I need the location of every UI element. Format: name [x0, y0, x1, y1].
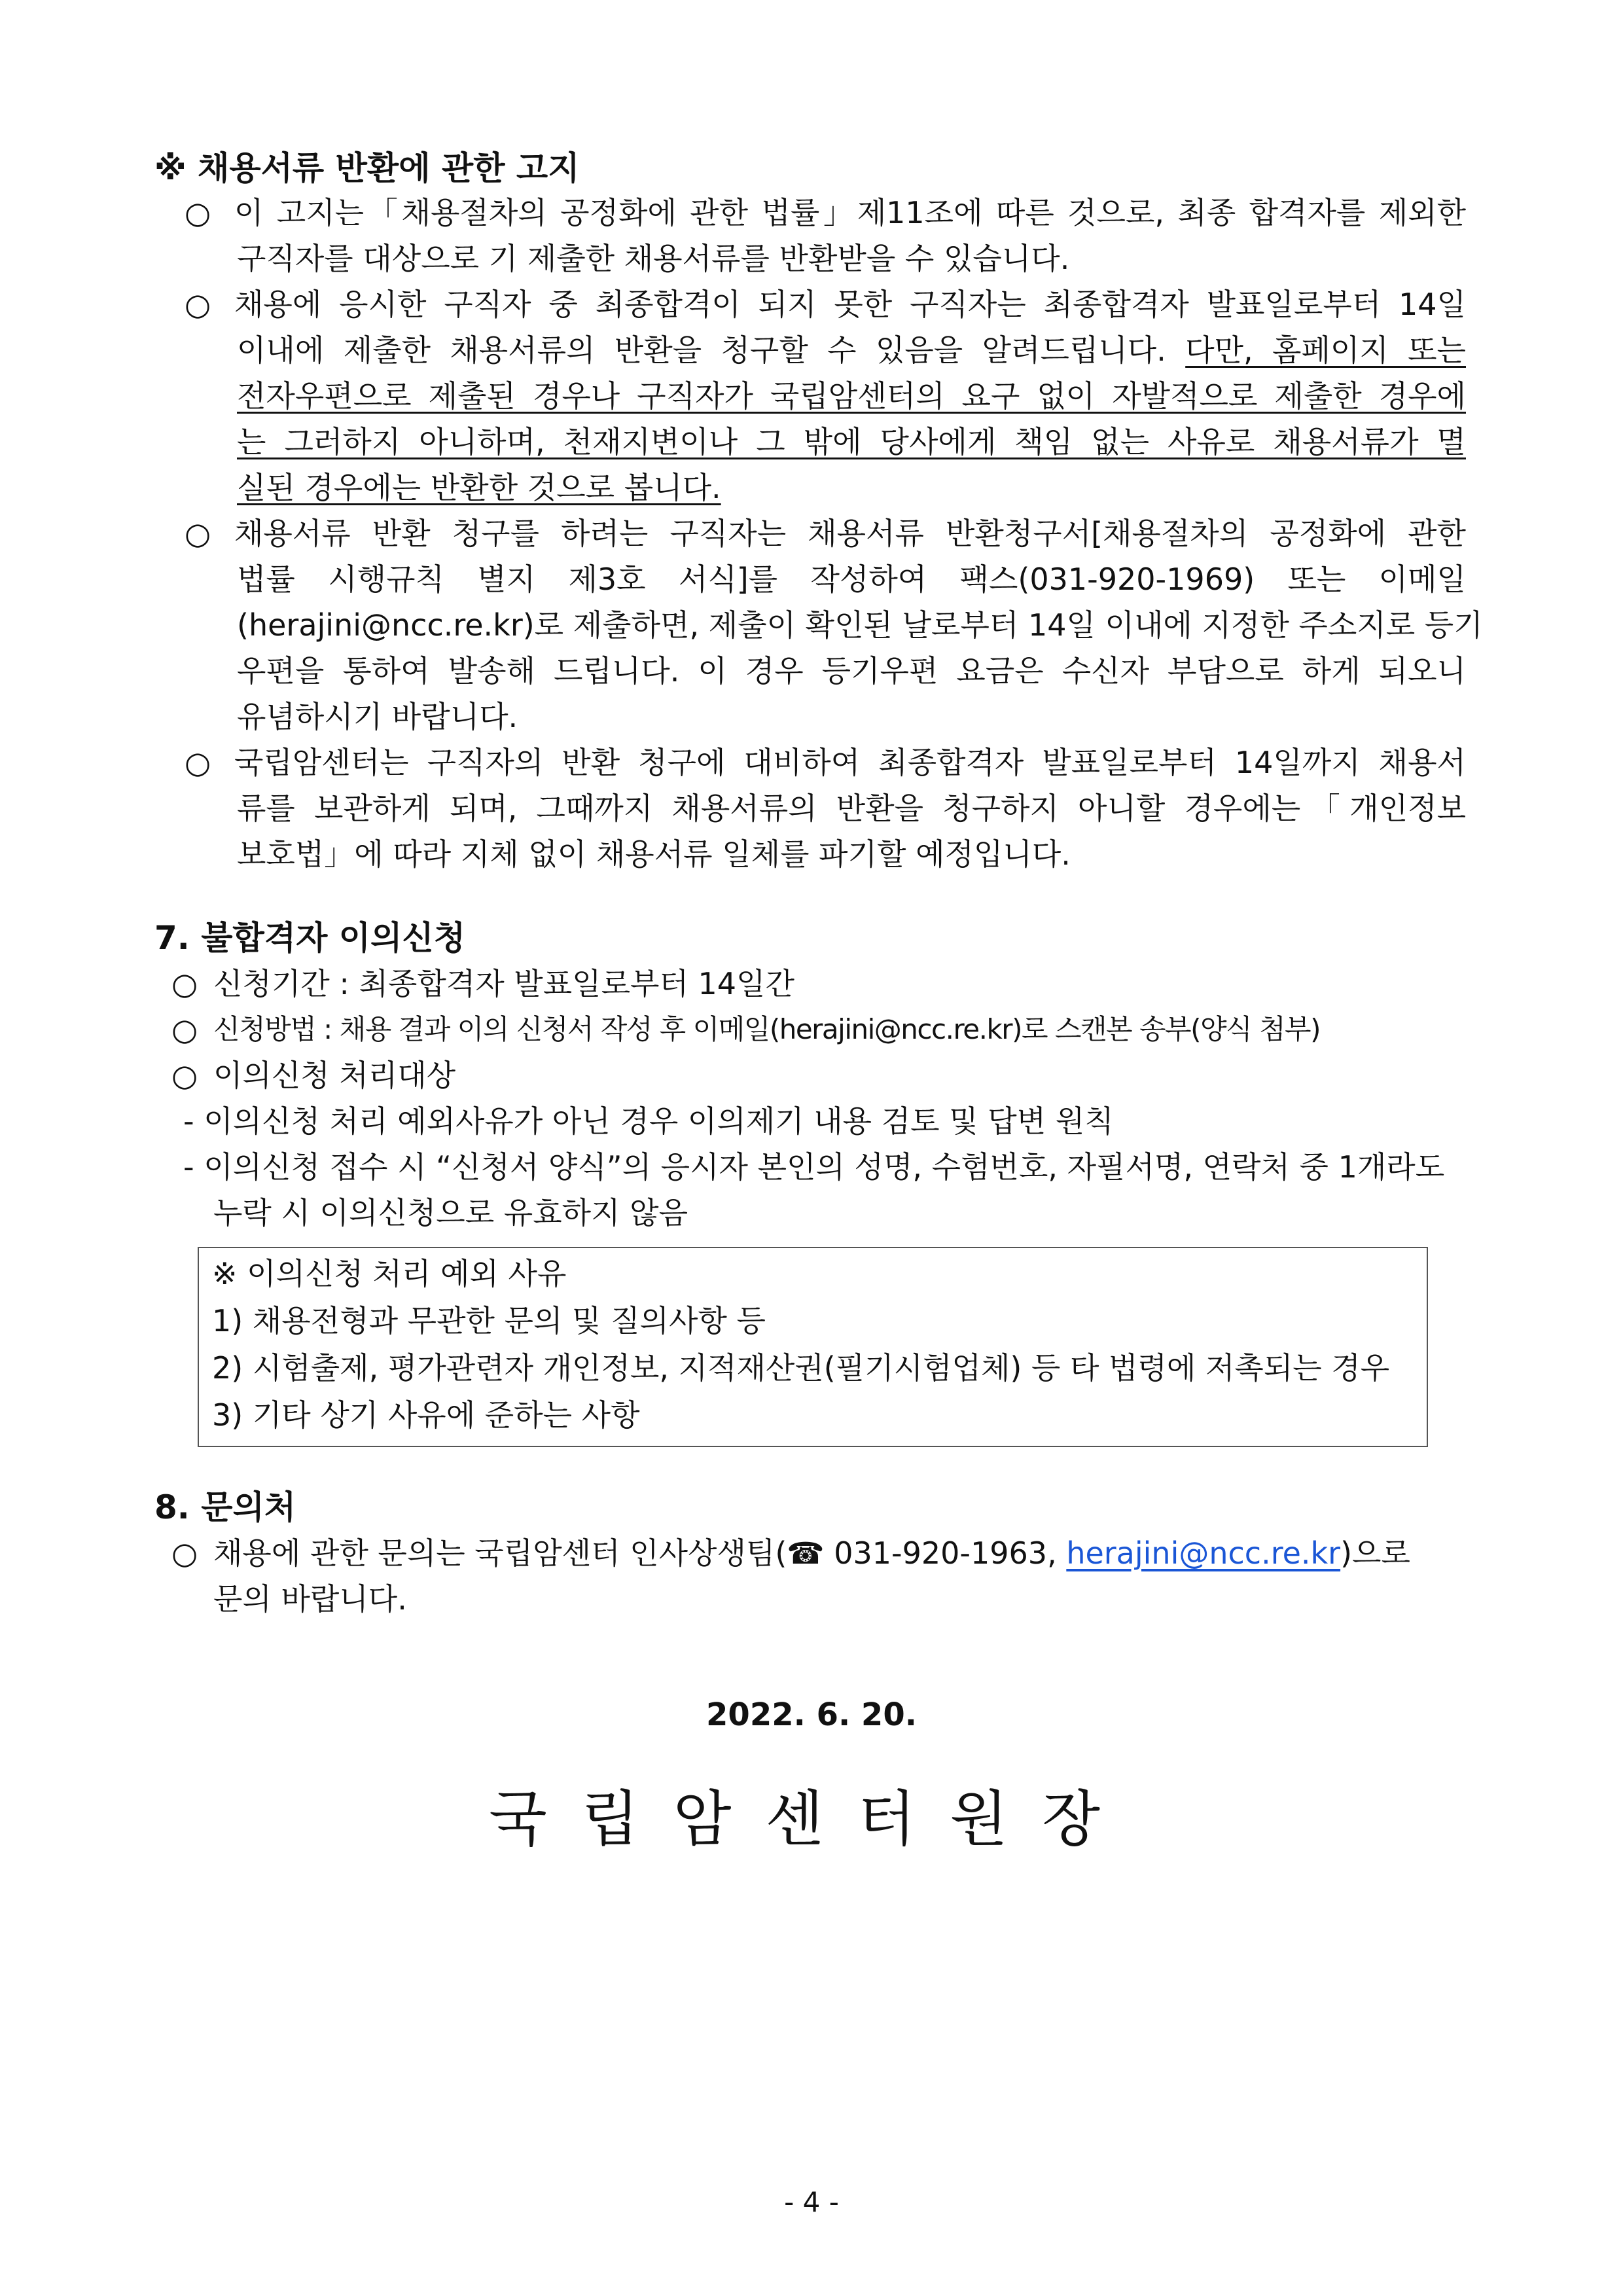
section-8-heading: 8. 문의처: [154, 1488, 296, 1526]
document-date: 2022. 6. 20.: [706, 1696, 917, 1733]
notice-title: ※ 채용서류 반환에 관한 고지: [154, 149, 580, 187]
notice-item-2-line-3: 전자우편으로 제출된 경우나 구직자가 국립암센터의 요구 없이 자발적으로 제출한 경우에: [237, 378, 1466, 414]
appeal-rule-1: - 이의신청 처리 예외사유가 아닌 경우 이의제기 내용 검토 및 답변 원칙: [183, 1103, 1114, 1139]
contact-email-link[interactable]: herajini@ncc.re.kr: [1066, 1535, 1341, 1571]
notice-item-4-line-1: 국립암센터는 구직자의 반환 청구에 대비하여 최종합격자 발표일로부터 14일까지 채용서: [234, 745, 1466, 780]
notice-item-2-line-5: 실된 경우에는 반환한 것으로 봅니다.: [237, 470, 721, 505]
notice-item-3-line-4: 우편을 통하여 발송해 드립니다. 이 경우 등기우편 요금은 수신자 부담으로 하게 되오니: [237, 653, 1466, 689]
bullet-circle: ○: [185, 287, 211, 322]
bullet-circle: ○: [171, 1535, 198, 1571]
notice-item-1-line-2: 구직자를 대상으로 기 제출한 채용서류를 반환받을 수 있습니다.: [237, 241, 1070, 276]
appeal-method: 신청방법 : 채용 결과 이의 신청서 작성 후 이메일(herajini@ncc.re.kr)로 스캔본 송부(양식 첨부): [213, 1013, 1321, 1045]
contact-text-end: )으로: [1340, 1535, 1410, 1571]
bullet-circle: ○: [185, 195, 211, 230]
bullet-circle: ○: [171, 1012, 198, 1047]
bullet-circle: ○: [185, 516, 211, 551]
notice-item-3-line-2: 법률 시행규칙 별지 제3호 서식]를 작성하여 팩스(031-920-1969) 또는 이메일: [237, 562, 1466, 597]
notice-item-4-line-2: 류를 보관하게 되며, 그때까지 채용서류의 반환을 청구하지 아니할 경우에는「개인정보: [237, 791, 1466, 826]
contact-line-1: [213, 1530, 1410, 1576]
notice-item-2-line-4: 는 그러하지 아니하며, 천재지변이나 그 밖에 당사에게 책임 없는 사유로 채용서류가 멸: [237, 424, 1466, 459]
page-number: - 4 -: [784, 2186, 839, 2218]
notice-item-3-line-1: 채용서류 반환 청구를 하려는 구직자는 채용서류 반환청구서[채용절차의 공정화에 관한: [234, 516, 1466, 551]
exception-item-2: 2) 시험출제, 평가관련자 개인정보, 지적재산권(필기시험업체) 등 타 법령에 저촉되는 경우: [212, 1350, 1390, 1386]
notice-item-4-line-3: 보호법」에 따라 지체 없이 채용서류 일체를 파기할 예정입니다.: [237, 836, 1071, 872]
exception-item-1: 1) 채용전형과 무관한 문의 및 질의사항 등: [212, 1303, 766, 1338]
notice-item-2-plain: 이내에 제출한 채용서류의 반환을 청구할 수 있음을 알려드립니다.: [237, 332, 1186, 368]
notice-item-2-underlined: 다만, 홈페이지 또는: [1185, 332, 1466, 368]
notice-item-2-line-2: [237, 327, 1466, 373]
signature-title: 국립암센터원장: [488, 1784, 1135, 1854]
exception-box: [198, 1247, 1428, 1447]
bullet-circle: ○: [171, 966, 198, 1001]
bullet-circle: ○: [171, 1058, 198, 1093]
bullet-circle: ○: [185, 745, 211, 780]
appeal-rule-2-cont: 누락 시 이의신청으로 유효하지 않음: [213, 1195, 688, 1230]
notice-item-3-line-3: (herajini@ncc.re.kr)로 제출하면, 제출이 확인된 날로부터 14일 이내에 지정한 주소지로 등기: [237, 607, 1483, 643]
section-7-heading: 7. 불합격자 이의신청: [154, 919, 465, 957]
appeal-target: 이의신청 처리대상: [213, 1058, 456, 1093]
exception-item-3: 3) 기타 상기 사유에 준하는 사항: [212, 1397, 640, 1433]
notice-item-2-line-1: 채용에 응시한 구직자 중 최종합격이 되지 못한 구직자는 최종합격자 발표일로부터 14일: [234, 287, 1466, 322]
appeal-period: 신청기간 : 최종합격자 발표일로부터 14일간: [213, 966, 794, 1001]
notice-item-3-line-5: 유념하시기 바랍니다.: [237, 699, 518, 734]
contact-line-2: 문의 바랍니다.: [213, 1581, 407, 1617]
contact-text: 채용에 관한 문의는 국립암센터 인사상생팀(☎ 031-920-1963,: [213, 1535, 1067, 1571]
notice-item-1-line-1: 이 고지는「채용절차의 공정화에 관한 법률」제11조에 따른 것으로, 최종 합격자를 제외한: [234, 195, 1466, 230]
appeal-rule-2: - 이의신청 접수 시 “신청서 양식”의 응시자 본인의 성명, 수험번호, 자필서명, 연락처 중 1개라도: [183, 1149, 1445, 1185]
exception-title: ※ 이의신청 처리 예외 사유: [212, 1256, 567, 1291]
